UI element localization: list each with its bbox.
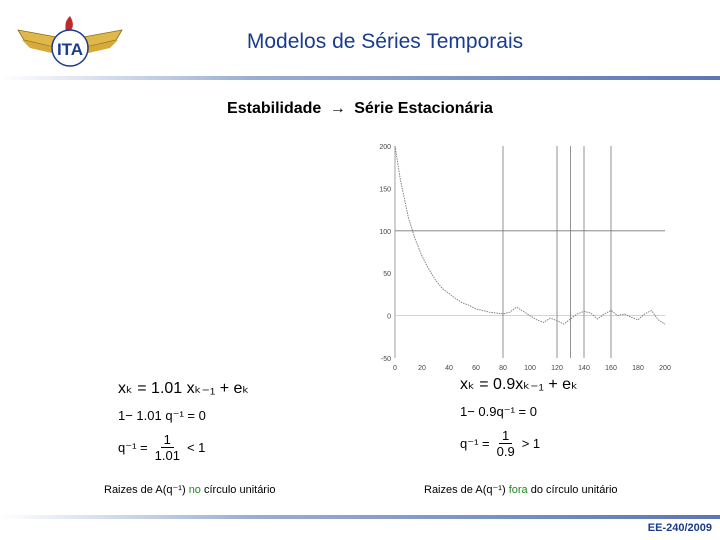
stable-root-condition [460,428,650,459]
stable-model-equation: xₖ = 0.9xₖ₋₁ + eₖ [460,376,578,393]
x-tick-label: 200 [659,365,671,372]
x-tick-label: 100 [524,365,536,372]
bottom-divider [0,515,720,519]
y-tick-label: 150 [379,186,391,194]
unstable-caption [104,483,276,496]
stable-root-rhs: > 1 [521,436,541,451]
stable-fraction-denominator: 0.9 [496,444,515,459]
unstable-characteristic-equation: 1− 1.01 q⁻¹ = 0 [118,408,206,423]
stable-characteristic-equation: 1− 0.9q⁻¹ = 0 [460,404,537,419]
slide-title: Modelos de Séries Temporais [246,30,524,53]
slide-subtitle [0,100,720,118]
x-tick-label: 60 [472,365,480,372]
y-tick-label: 200 [379,144,391,151]
stable-caption [424,483,618,496]
x-tick-label: 0 [393,365,397,372]
logo-text: ITA [56,40,84,59]
unstable-root-rhs: < 1 [186,440,206,455]
stable-root-lhs: q⁻¹ = [460,435,490,451]
x-tick-label: 20 [418,365,426,372]
x-tick-label: 40 [445,365,453,372]
x-tick-label: 120 [551,365,563,372]
unstable-fraction-numerator: 1 [161,432,174,448]
y-tick-label: 100 [379,228,391,236]
subtitle-left: Estabilidade [227,100,322,117]
stationary-series-chart [340,138,680,373]
unstable-root-fraction [152,432,183,463]
arrow-icon: → [329,100,346,117]
x-tick-label: 160 [605,365,617,372]
unstable-caption-post: círculo unitário [204,484,276,496]
y-tick-label: -50 [380,356,391,363]
unstable-root-lhs: q⁻¹ = [118,439,148,455]
ita-logo [14,14,126,72]
series-line [395,146,665,324]
subtitle-right: Série Estacionária [354,100,493,117]
stable-root-fraction [494,428,518,459]
unstable-equations [118,378,308,463]
unstable-caption-pre: Raizes de A(q⁻¹) [104,484,186,496]
top-divider [0,76,720,80]
footer-course-code: EE-240/2009 [647,522,712,534]
stable-caption-post: do círculo unitário [530,484,618,496]
x-tick-label: 180 [632,365,644,372]
stable-caption-emphasis: fora [508,484,528,496]
unstable-root-condition [118,432,308,463]
x-tick-label: 80 [499,365,507,372]
x-tick-label: 140 [578,365,590,372]
y-tick-label: 0 [387,313,391,321]
stable-fraction-numerator: 1 [499,428,512,444]
unstable-model-equation: xₖ = 1.01 xₖ₋₁ + eₖ [118,380,250,397]
unstable-fraction-denominator: 1.01 [154,448,180,463]
unstable-caption-emphasis: no [188,484,201,496]
stable-equations [460,374,650,459]
y-tick-label: 50 [383,271,391,279]
stable-caption-pre: Raizes de A(q⁻¹) [424,484,506,496]
